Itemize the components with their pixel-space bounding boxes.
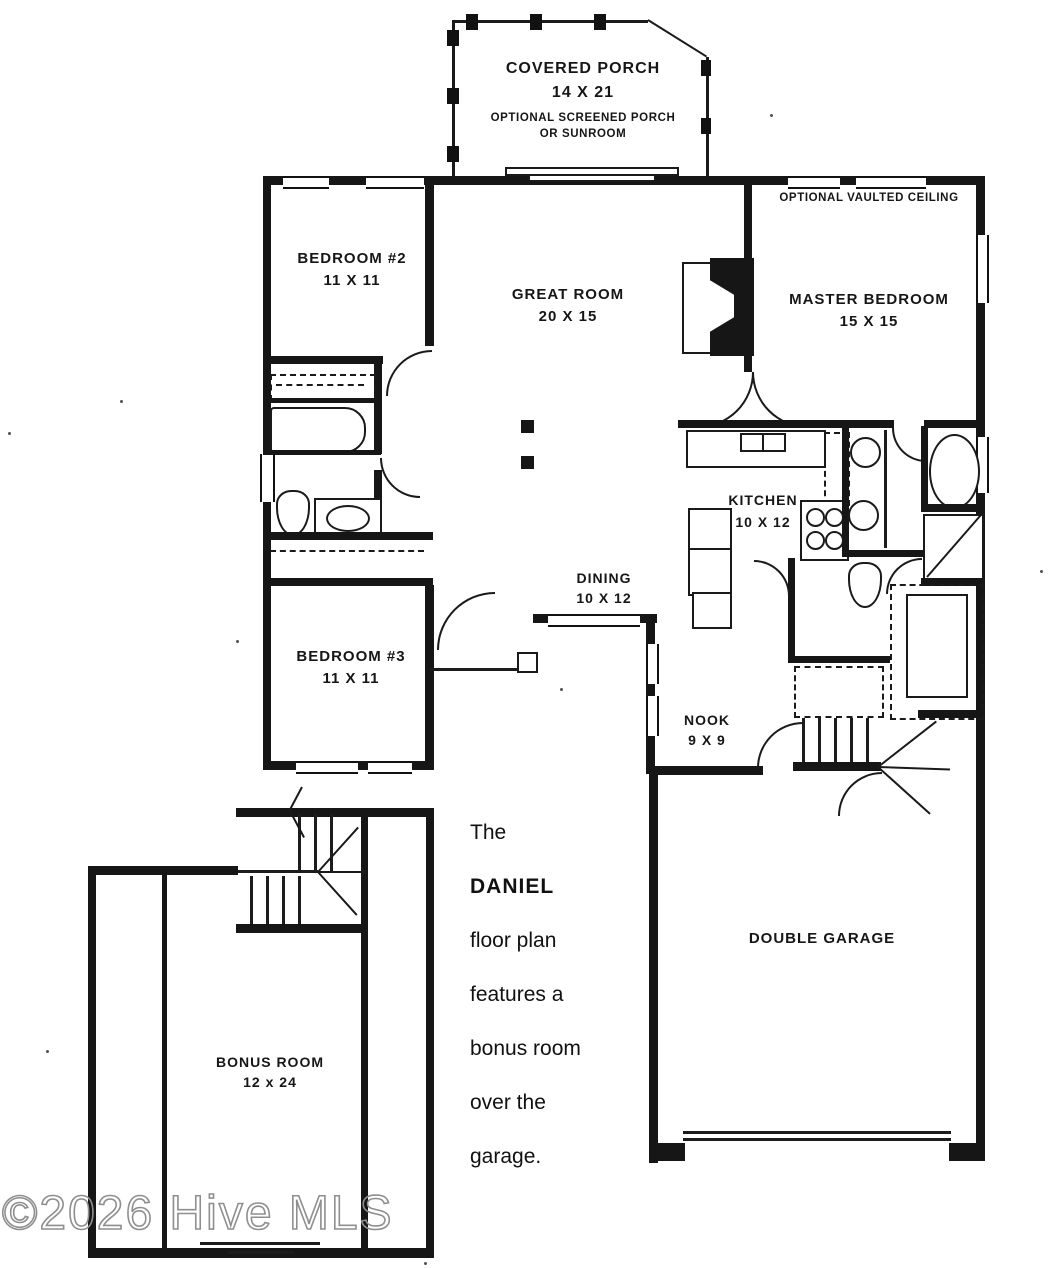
stair-tread [298, 876, 301, 924]
description-line: bonus room [470, 1037, 581, 1060]
burner [806, 508, 825, 527]
shape [594, 14, 606, 30]
window [548, 614, 640, 627]
column [521, 420, 534, 433]
description-line: The [470, 821, 507, 844]
window [788, 176, 840, 189]
door-arc [754, 560, 790, 596]
window [366, 176, 424, 189]
bedroom3-label: BEDROOM #3 [296, 648, 406, 665]
kitchen-sink [740, 433, 764, 452]
plan-name: DANIEL [470, 875, 555, 898]
sliding-door [528, 174, 656, 182]
stair-tread [250, 876, 253, 924]
shape [1040, 570, 1043, 573]
covered-porch-note-1: OPTIONAL SCREENED PORCH [490, 112, 676, 124]
bonus-room-label: BONUS ROOM [216, 1054, 324, 1070]
wall [263, 398, 381, 403]
great-room-dims: 20 X 15 [538, 308, 598, 325]
wall [793, 762, 881, 771]
toilet [848, 562, 882, 608]
shower [923, 514, 984, 584]
wall [924, 420, 976, 428]
shape [46, 1050, 49, 1053]
sill-line [200, 1242, 320, 1245]
door-arc [386, 350, 432, 396]
wall [649, 766, 658, 1163]
description-line: floor plan [470, 929, 557, 952]
covered-porch-label: COVERED PORCH [505, 60, 661, 77]
window [283, 176, 329, 189]
wall [374, 356, 382, 454]
wall [263, 532, 433, 540]
bedroom2-label: BEDROOM #2 [297, 250, 407, 267]
master-note: OPTIONAL VAULTED CEILING [779, 192, 959, 204]
toilet [276, 490, 310, 536]
stair-tread [818, 718, 821, 764]
window [976, 235, 989, 303]
garage-door-line [683, 1131, 951, 1134]
wall [921, 426, 928, 508]
stair-tread [834, 718, 837, 764]
burner [806, 531, 825, 550]
dining-label: DINING [576, 570, 632, 586]
shape [447, 30, 459, 46]
closet-rod [270, 550, 424, 552]
bonus-room-dims: 12 x 24 [243, 1074, 297, 1090]
wall [425, 585, 434, 765]
sink [850, 437, 881, 468]
island-cabinet [692, 592, 732, 629]
wall [425, 176, 434, 346]
window [646, 644, 659, 684]
covered-porch-note-2: OR SUNROOM [539, 128, 627, 140]
wall [649, 1143, 685, 1161]
storage-inner [906, 594, 968, 698]
kitchen-dims: 10 X 12 [735, 514, 791, 530]
wall [236, 924, 368, 933]
description-line: garage. [470, 1145, 542, 1168]
shape [701, 118, 711, 134]
wall [263, 578, 433, 586]
stair-tread [298, 813, 301, 871]
great-room-label: GREAT ROOM [511, 286, 625, 303]
wall [649, 766, 763, 775]
wall [788, 656, 890, 663]
stair-tread [314, 813, 317, 871]
stair-tread [266, 876, 269, 924]
nook-label: NOOK [684, 712, 730, 728]
wall [236, 808, 434, 817]
stair-winder [877, 766, 930, 814]
description-line: features a [470, 983, 564, 1006]
vanity-counter-edge [884, 430, 887, 548]
mls-watermark: ©2026 Hive MLS [2, 1187, 394, 1240]
island-cabinet [688, 548, 732, 596]
wall [263, 450, 381, 455]
door-arc [838, 772, 882, 816]
wall [744, 354, 752, 372]
stair-winder [878, 766, 950, 771]
stair-winder [317, 827, 359, 873]
shape [530, 14, 542, 30]
closet-shelf [270, 374, 376, 401]
shape [770, 114, 773, 117]
wall [788, 558, 795, 660]
window [856, 176, 926, 189]
wall [921, 504, 983, 512]
stair-tread [850, 718, 853, 764]
window [296, 761, 358, 774]
shape [447, 146, 459, 162]
stair-winder [317, 871, 357, 915]
kitchen-sink [762, 433, 786, 452]
wall [426, 808, 434, 1258]
wall [744, 176, 752, 260]
plan-description [470, 806, 581, 1184]
wall [842, 550, 924, 557]
window [646, 696, 659, 736]
porch-open-corner-line [647, 19, 707, 57]
closet-shelf [794, 666, 884, 718]
shape [701, 60, 711, 76]
covered-porch-dims: 14 X 21 [551, 84, 615, 101]
dining-dims: 10 X 12 [576, 590, 632, 606]
island-cabinet [688, 508, 732, 552]
stair-tread [282, 876, 285, 924]
wall [842, 428, 849, 554]
wall [678, 420, 894, 428]
stair-winder [877, 721, 937, 768]
bathtub [270, 407, 366, 453]
sink [848, 500, 879, 531]
stair-landing-edge [238, 870, 318, 873]
window [260, 454, 275, 502]
garage-label: DOUBLE GARAGE [748, 930, 896, 947]
shape [8, 432, 11, 435]
bedroom2-dims: 11 X 11 [323, 272, 381, 289]
window [368, 761, 412, 774]
door-arc [380, 458, 420, 498]
bedroom3-dims: 11 X 11 [322, 670, 380, 687]
master-label: MASTER BEDROOM [789, 291, 949, 308]
stair-tread [866, 718, 869, 764]
garage-door-line [683, 1138, 951, 1141]
nook-dims: 9 X 9 [688, 732, 726, 748]
wall-jamb [517, 652, 538, 673]
stair-winder [318, 871, 366, 873]
shape [466, 14, 478, 30]
wall [263, 356, 383, 364]
wall [646, 614, 655, 774]
shape [236, 640, 239, 643]
porch-wall [452, 20, 648, 23]
garden-tub [929, 434, 980, 509]
sink [326, 505, 370, 532]
shape [560, 688, 563, 691]
stair-tread [330, 813, 333, 871]
closet-rod [276, 384, 364, 386]
door-arc [437, 592, 495, 650]
wall [949, 1143, 985, 1161]
shape [120, 400, 123, 403]
column [521, 456, 534, 469]
sill-line [228, 1251, 294, 1254]
master-dims: 15 X 15 [839, 313, 899, 330]
kitchen-label: KITCHEN [728, 492, 798, 508]
door-arc [757, 722, 803, 768]
wall [918, 710, 983, 718]
description-line: over the [470, 1091, 546, 1114]
shape [424, 1262, 427, 1265]
shape [447, 88, 459, 104]
